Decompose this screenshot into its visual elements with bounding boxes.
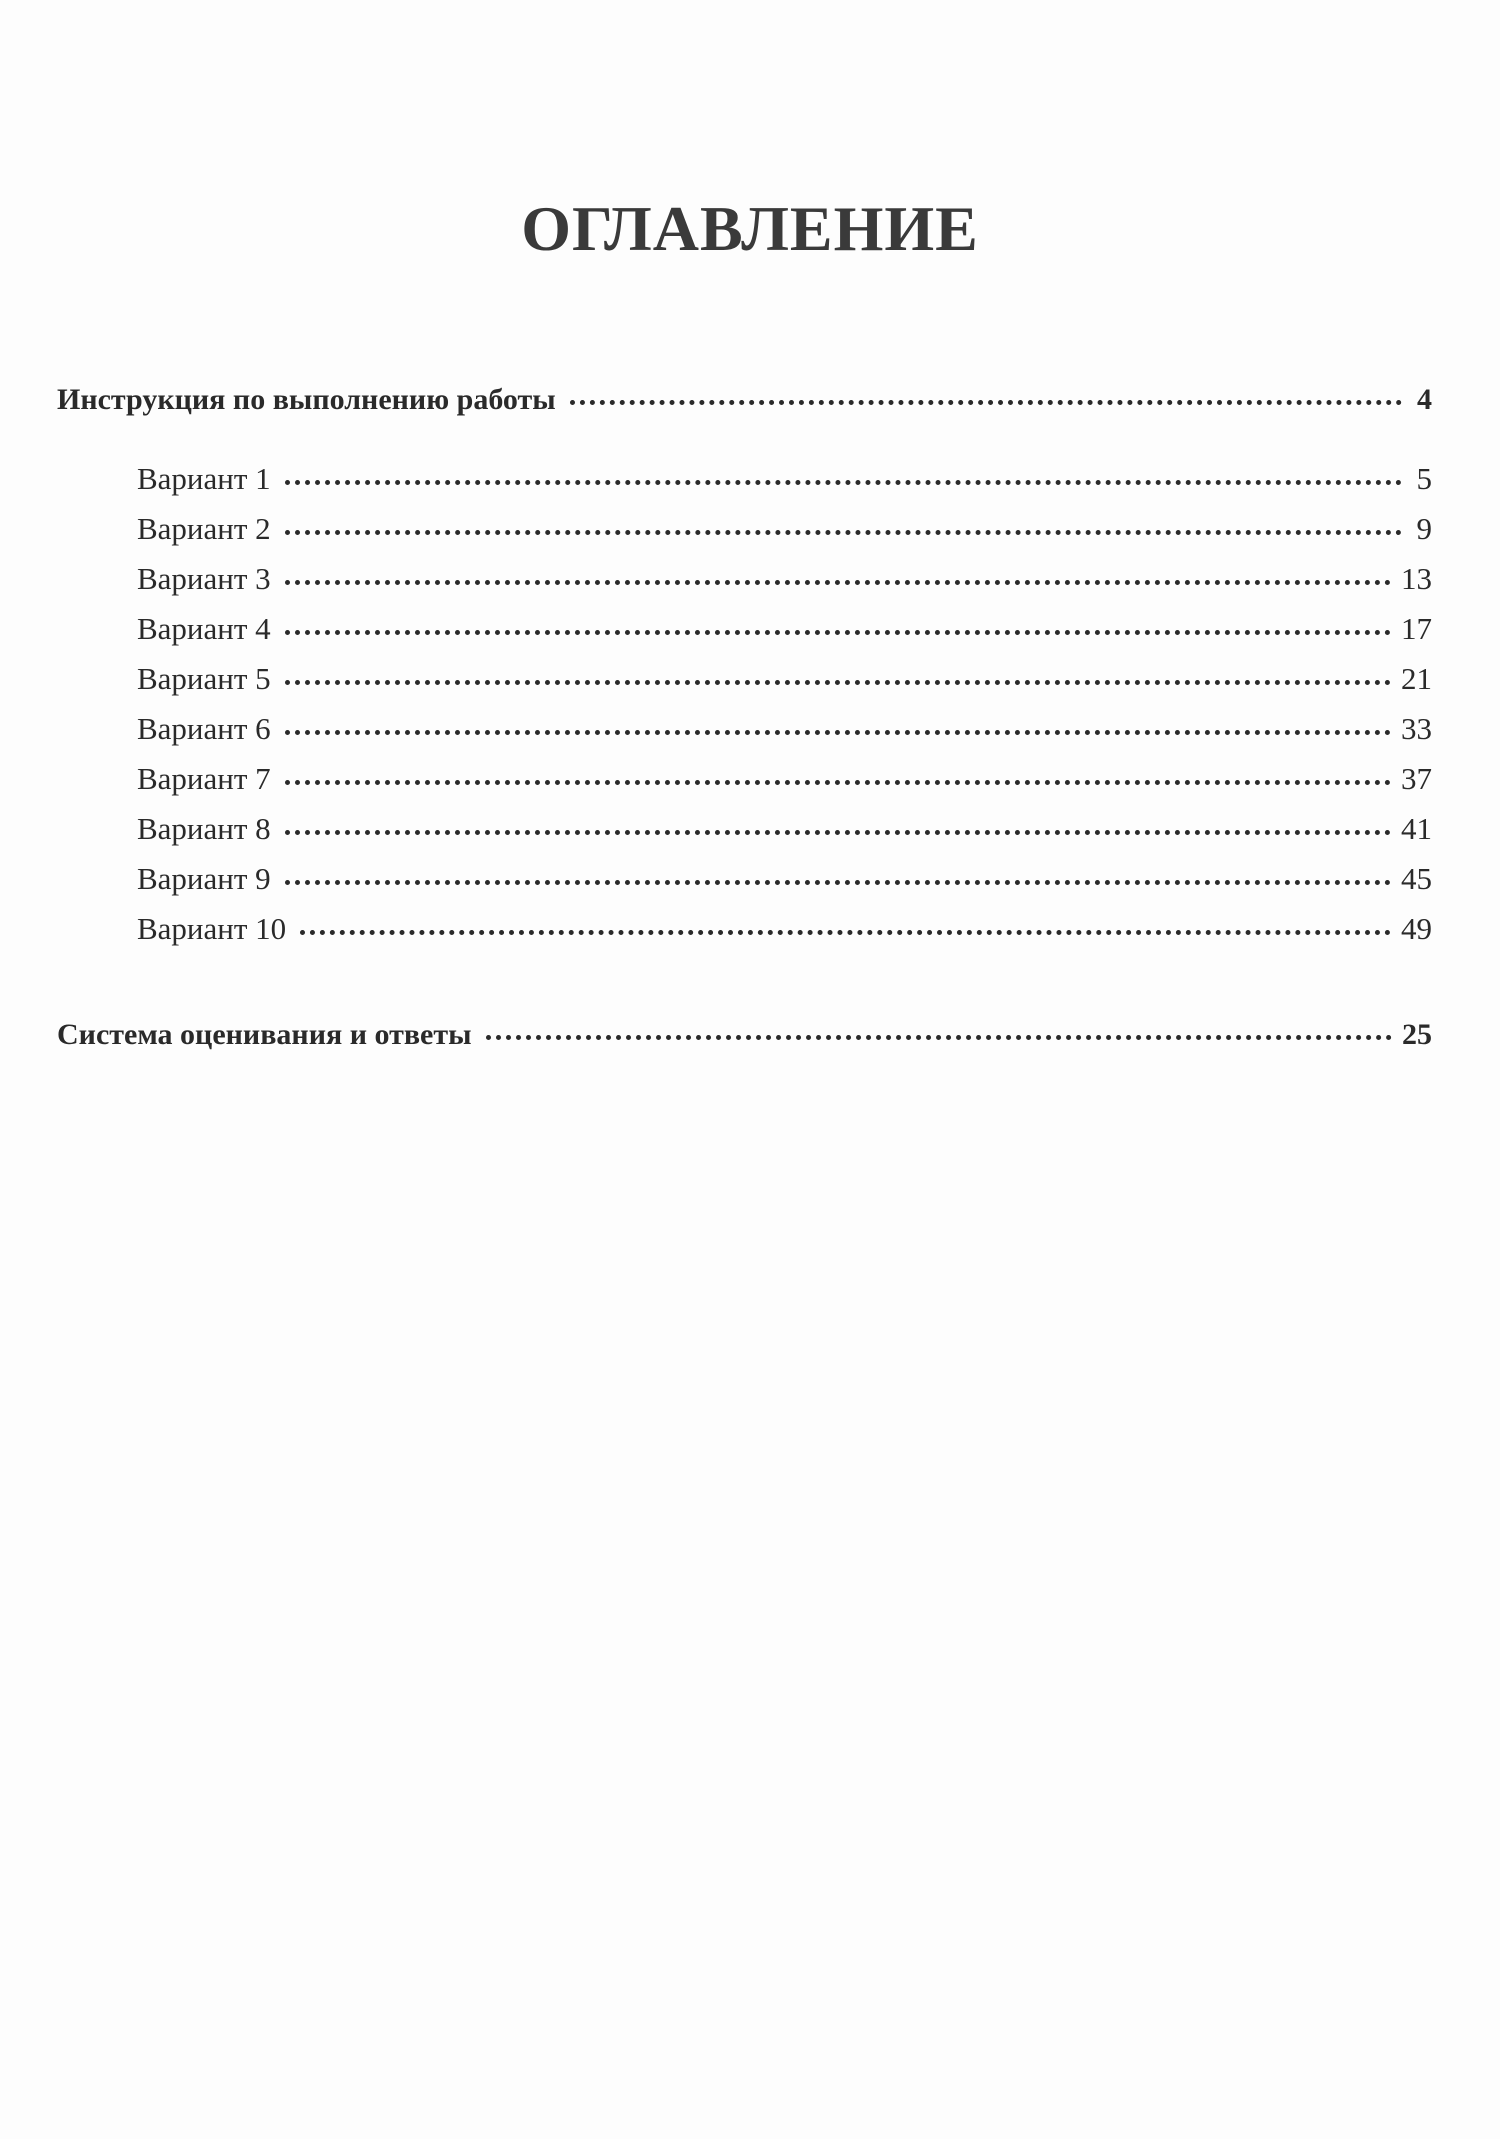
dot-leader [285, 780, 1391, 785]
dot-leader [285, 730, 1391, 735]
toc-page-number: 45 [1401, 861, 1432, 896]
toc-page-number: 41 [1401, 811, 1432, 846]
toc-page-number: 4 [1417, 383, 1432, 416]
toc-entry-variant-10[interactable] [137, 911, 1432, 955]
toc-page-number: 9 [1416, 511, 1432, 546]
toc-entry-label: Вариант 4 [137, 611, 271, 646]
toc-page-number: 25 [1402, 1018, 1432, 1051]
dot-leader [486, 1035, 1392, 1040]
toc-entry-label: Вариант 8 [137, 811, 271, 846]
toc-entry-label: Вариант 1 [137, 461, 271, 496]
toc-entry-label: Вариант 7 [137, 761, 271, 796]
toc-page-number: 33 [1401, 711, 1432, 746]
toc-entry-label: Вариант 10 [137, 911, 287, 946]
toc-entry-variant-9[interactable] [137, 861, 1432, 905]
toc-page-number: 49 [1401, 911, 1432, 946]
toc-entry-variant-8[interactable] [137, 811, 1432, 855]
toc-entry-variant-6[interactable] [137, 711, 1432, 755]
toc-entry-variant-2[interactable] [137, 511, 1432, 555]
dot-leader [285, 530, 1402, 535]
toc-entry-label: Система оценивания и ответы [57, 1018, 472, 1051]
toc-entry-label: Инструкция по выполнению работы [57, 383, 556, 416]
toc-entry-answers[interactable] [57, 1018, 1432, 1062]
toc-page-number: 17 [1401, 611, 1432, 646]
toc-entry-label: Вариант 6 [137, 711, 271, 746]
dot-leader [285, 680, 1391, 685]
dot-leader [285, 480, 1402, 485]
dot-leader [300, 930, 1391, 935]
toc-entry-variant-7[interactable] [137, 761, 1432, 805]
dot-leader [570, 400, 1402, 405]
dot-leader [285, 630, 1391, 635]
dot-leader [285, 580, 1391, 585]
toc-entry-variant-3[interactable] [137, 561, 1432, 605]
toc-entry-variant-5[interactable] [137, 661, 1432, 705]
toc-entry-variant-1[interactable] [137, 461, 1432, 505]
toc-entry-label: Вариант 5 [137, 661, 271, 696]
toc-entry-variant-4[interactable] [137, 611, 1432, 655]
toc-page-number: 5 [1416, 461, 1432, 496]
toc-entry-label: Вариант 2 [137, 511, 271, 546]
page-title: ОГЛАВЛЕНИЕ [521, 193, 979, 264]
toc-page-number: 13 [1401, 561, 1432, 596]
dot-leader [285, 830, 1391, 835]
toc-entry-label: Вариант 9 [137, 861, 271, 896]
toc-page-number: 37 [1401, 761, 1432, 796]
toc-entry-instruction[interactable] [57, 383, 1432, 427]
dot-leader [285, 880, 1391, 885]
toc-page-number: 21 [1401, 661, 1432, 696]
toc-entry-label: Вариант 3 [137, 561, 271, 596]
